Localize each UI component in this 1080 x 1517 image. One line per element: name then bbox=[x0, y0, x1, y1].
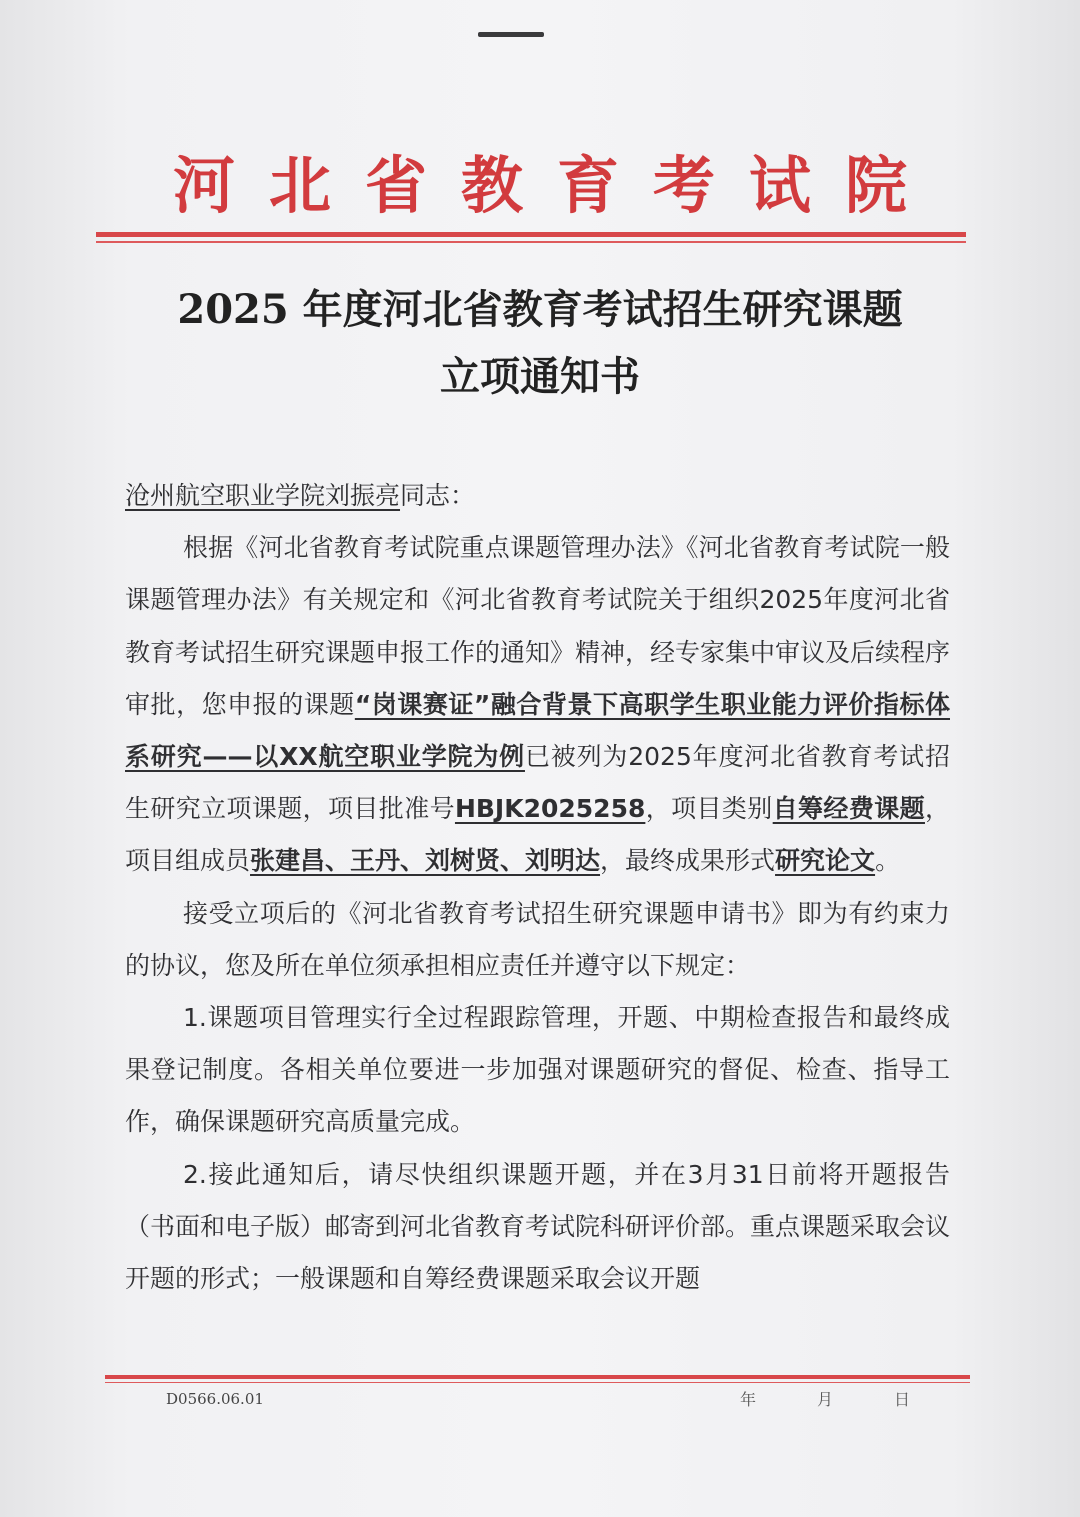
footer-month-label: 月 bbox=[816, 1390, 833, 1409]
result-form: 研究论文 bbox=[775, 846, 876, 876]
paragraph-rule-2: 2.接此通知后，请尽快组织课题开题，并在3月31日前将开题报告（书面和电子版）邮寄到河北省教育考试院科研评价部。重点课题采取会议开题的形式；一般课题和自筹经费课题采取会议开题 bbox=[125, 1159, 951, 1294]
approval-text-3: ，项目类别 bbox=[645, 794, 773, 824]
approval-number: HBJK2025258 bbox=[454, 794, 646, 824]
letterhead-rule-thin bbox=[96, 241, 966, 243]
paragraph-approval bbox=[125, 522, 950, 887]
footer-date-fields bbox=[740, 1387, 910, 1410]
letter-body bbox=[125, 470, 950, 1305]
letterhead-rule-thick bbox=[96, 232, 966, 237]
footer-form-code: D0566.06.01 bbox=[166, 1390, 264, 1408]
top-dash-mark bbox=[478, 32, 544, 37]
paragraph-rule-1: 1.课题项目管理实行全过程跟踪管理，开题、中期检查报告和最终成果登记制度。各相关单位要进一步加强对课题研究的督促、检查、指导工作，确保课题研究高质量完成。 bbox=[125, 1003, 950, 1137]
project-members: 张建昌、王丹、刘树贤、刘明达 bbox=[250, 846, 601, 876]
footer-rule-thick bbox=[105, 1375, 970, 1379]
letterhead-organization: 河北省教育考试院 bbox=[172, 148, 941, 222]
approval-text-4: ，项目组成员 bbox=[125, 794, 950, 876]
document-title-line1: 2025 年度河北省教育考试招生研究课题 bbox=[177, 286, 903, 333]
paragraph-agreement: 接受立项后的《河北省教育考试招生研究课题申请书》即为有约束力的协议，您及所在单位须承担相应责任并遵守以下规定： bbox=[125, 898, 950, 980]
footer-rule-thin bbox=[105, 1382, 970, 1383]
approval-text-5: ，最终成果形式 bbox=[600, 846, 776, 876]
salutation bbox=[125, 470, 950, 522]
approval-text-6: 。 bbox=[875, 846, 901, 876]
salutation-suffix: 同志： bbox=[400, 481, 476, 510]
document-title-line2: 立项通知书 bbox=[440, 353, 640, 400]
approval-text-1: 根据《河北省教育考试院重点课题管理办法》《河北省教育考试院一般课题管理办法》有关规定和《河北省教育考试院关于组织2025年度河北省教育考试招生研究课题申报工作的通知》精神，经专家集中审议及后续程序审批，您申报的课题 bbox=[125, 533, 951, 719]
project-category: 自筹经费课题 bbox=[772, 794, 925, 824]
footer-year-label: 年 bbox=[740, 1390, 757, 1409]
recipient-name: 沧州航空职业学院刘振亮 bbox=[125, 481, 401, 510]
footer-day-label: 日 bbox=[893, 1390, 910, 1409]
project-title: “岗课赛证”融合背景下高职学生职业能力评价指标体系研究——以XX航空职业学院为例 bbox=[125, 689, 950, 772]
approval-text-2: 已被列为2025年度河北省教育考试招生研究立项课题，项目批准号 bbox=[125, 742, 950, 824]
